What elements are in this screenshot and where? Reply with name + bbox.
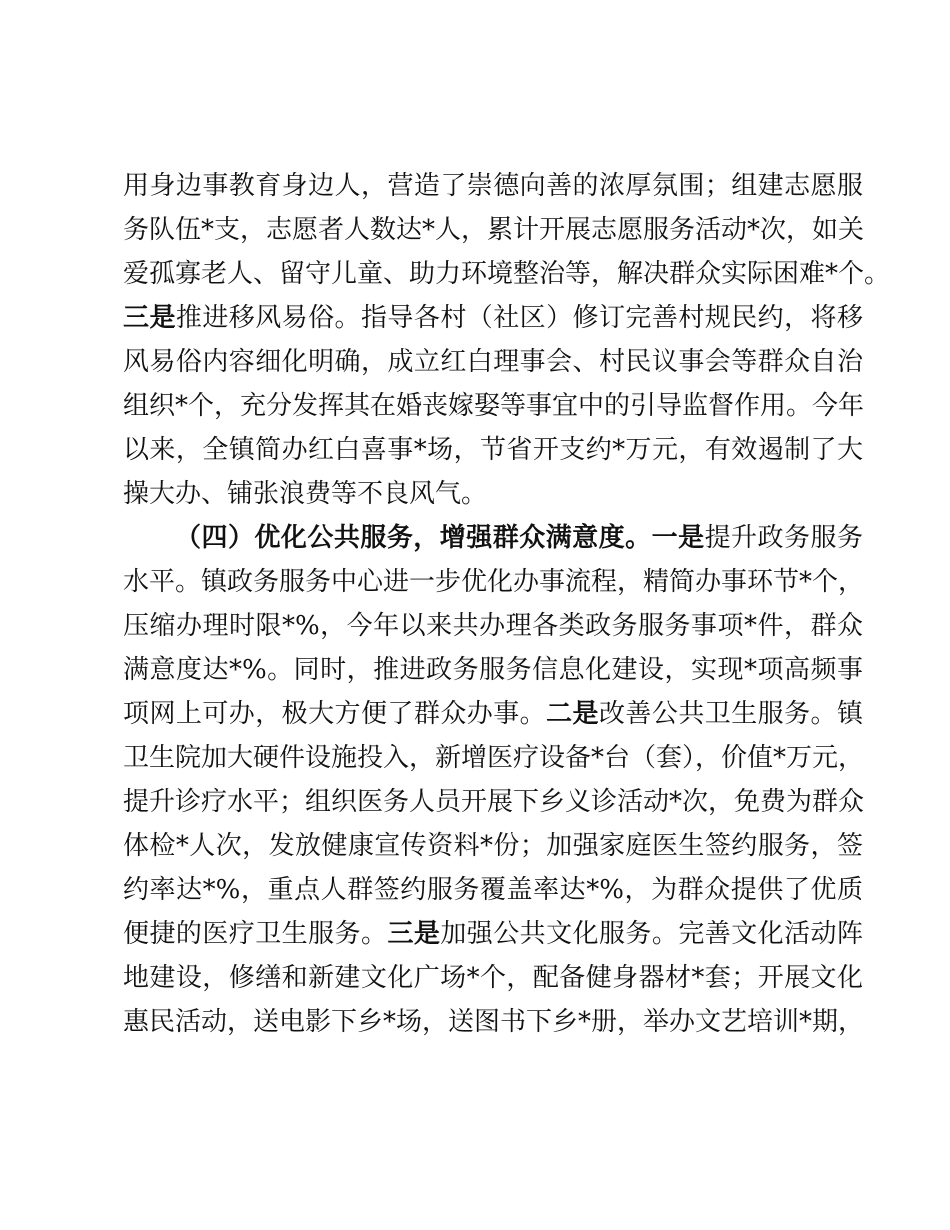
text-line — [123, 340, 863, 384]
line-text: 务队伍*支，志愿者人数达*人，累计开展志愿服务活动*次，如关 — [123, 215, 865, 245]
bold-lead: 二是 — [546, 699, 599, 729]
text-line — [123, 648, 863, 692]
line-text: 加强公共文化服务。完善文化活动阵 — [440, 919, 863, 949]
text-line — [123, 384, 863, 428]
line-text: 提升诊疗水平；组织医务人员开展下乡义诊活动*次，免费为群众 — [123, 787, 865, 817]
text-line — [123, 824, 863, 868]
text-line — [123, 692, 863, 736]
line-text: 地建设，修缮和新建文化广场*个，配备健身器材*套；开展文化 — [123, 963, 863, 993]
line-text: 体检*人次，发放健康宣传资料*份；加强家庭医生签约服务，签 — [123, 831, 863, 861]
line-text: 爱孤寡老人、留守儿童、助力环境整治等，解决群众实际困难*个。 — [123, 259, 891, 289]
text-line — [123, 560, 863, 604]
text-line — [123, 472, 863, 516]
line-text: 组织*个，充分发挥其在婚丧嫁娶等事宜中的引导监督作用。今年 — [123, 391, 865, 421]
line-text: 便捷的医疗卫生服务。 — [123, 919, 388, 949]
line-text: 以来，全镇简办红白喜事*场，节省开支约*万元，有效遏制了大 — [123, 435, 863, 465]
line-text: 满意度达*%。同时，推进政务服务信息化建设，实现*项高频事 — [123, 655, 863, 685]
line-text: 惠民活动，送电影下乡*场，送图书下乡*册，举办文艺培训*期， — [123, 1007, 865, 1037]
line-text: 操大办、铺张浪费等不良风气。 — [123, 479, 488, 509]
line-text: 风易俗内容细化明确，成立红白理事会、村民议事会等群众自治 — [123, 347, 863, 377]
text-line — [123, 868, 863, 912]
text-line — [123, 780, 863, 824]
text-line — [123, 252, 891, 296]
line-text: 水平。镇政务服务中心进一步优化办事流程，精简办事环节*个， — [123, 567, 865, 597]
text-line — [123, 912, 863, 956]
text-line — [123, 604, 863, 648]
line-text: 推进移风易俗。指导各村（社区）修订完善村规民约，将移 — [175, 303, 863, 333]
text-line — [123, 956, 863, 1000]
line-text: 用身边事教育身边人，营造了崇德向善的浓厚氛围；组建志愿服 — [123, 171, 863, 201]
text-line — [123, 208, 863, 252]
bold-lead: 三是 — [123, 303, 176, 333]
text-line — [123, 428, 863, 472]
text-line — [123, 1000, 863, 1044]
section-heading-line — [123, 516, 863, 560]
line-text: 项网上可办，极大方便了群众办事。 — [123, 699, 547, 729]
line-text: 约率达*%，重点人群签约服务覆盖率达*%，为群众提供了优质 — [123, 875, 863, 905]
line-text: 卫生院加大硬件设施投入，新增医疗设备*台（套），价值*万元， — [123, 743, 865, 773]
line-text: 提升政务服务 — [704, 523, 863, 553]
line-text: 改善公共卫生服务。镇 — [598, 699, 863, 729]
body-text — [123, 164, 891, 1044]
bold-lead: 三是 — [387, 919, 441, 949]
section-heading: （四）优化公共服务，增强群众满意度。一是 — [175, 523, 705, 553]
text-line — [123, 736, 863, 780]
text-line — [123, 296, 863, 340]
text-line — [123, 164, 863, 208]
line-text: 压缩办理时限*%，今年以来共办理各类政务服务事项*件，群众 — [123, 611, 863, 641]
